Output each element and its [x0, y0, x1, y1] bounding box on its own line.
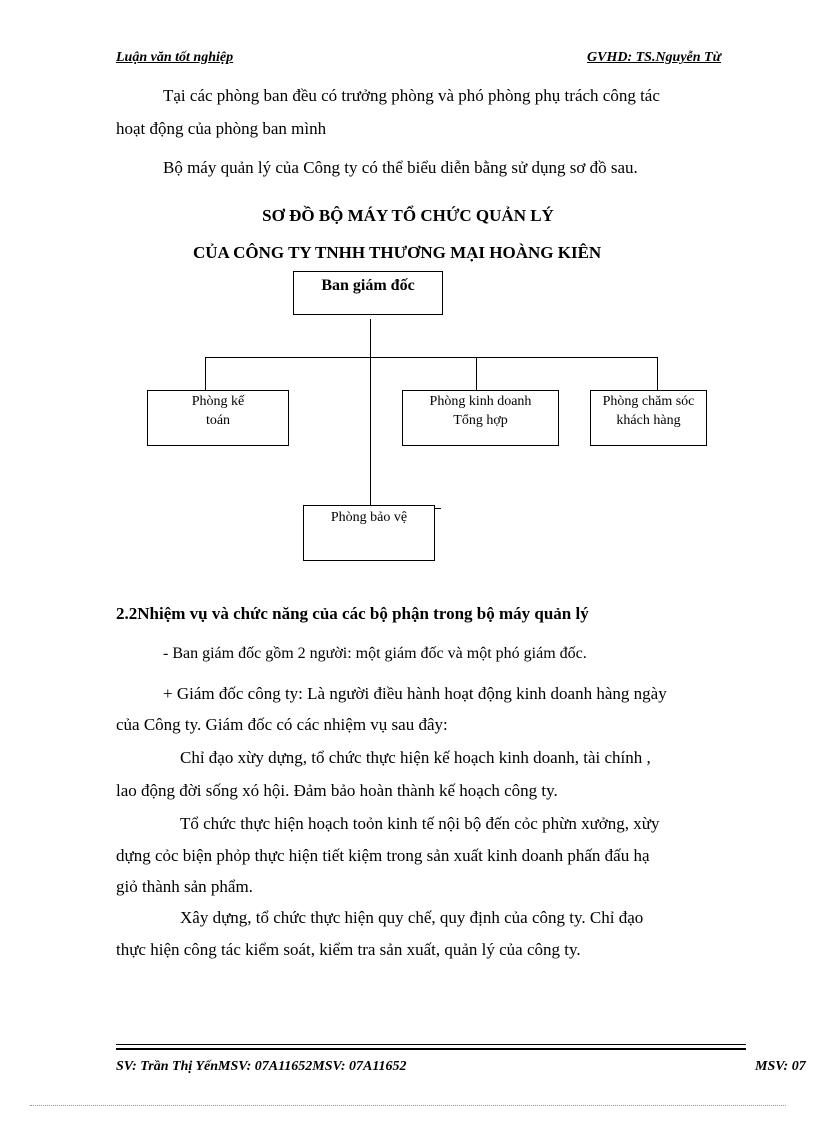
section-line-6: Tổ chức thực hiện hoạch toỏn kinh tế nội bộ đến cỏc phừn xưởng, xừy [180, 814, 660, 833]
intro-line-3: Bộ máy quản lý của Công ty có thể biểu diễn bằng sử dụng sơ đồ sau. [163, 158, 638, 177]
header-left: Luận văn tốt nghiệp [116, 50, 234, 65]
node-phong-kinh-doanh [402, 390, 559, 446]
intro-line-1: Tại các phòng ban đều có trưởng phòng và phó phòng phụ trách công tác [163, 86, 660, 105]
section-line-5: lao động đời sống xó hội. Đảm bảo hoàn thành kế hoạch công ty. [116, 781, 558, 800]
section-line-8: giỏ thành sản phẩm. [116, 877, 253, 896]
section-line-9: Xây dựng, tổ chức thực hiện quy chế, quy định của công ty. Chỉ đạo [180, 908, 644, 927]
header-right: GVHD: TS.Nguyễn Từ [587, 50, 721, 65]
page-edge-dotted [30, 1105, 786, 1106]
node-ke-toan-line-2: toán [205, 413, 231, 428]
footer-left: SV: Trần Thị YếnMSV: 07A11652MSV: 07A11652 [116, 1059, 407, 1074]
diagram-title-2: CỦA CÔNG TY TNHH THƯƠNG MẠI HOÀNG KIÊN [193, 243, 602, 262]
footer-rule-2 [116, 1048, 746, 1050]
diagram-title-1: SƠ ĐỒ BỘ MÁY TỔ CHỨC QUẢN LÝ [262, 206, 554, 225]
section-line-4: Chỉ đạo xừy dựng, tổ chức thực hiện kế hoạch kinh doanh, tài chính , [180, 748, 651, 767]
section-line-7: dựng cỏc biện phỏp thực hiện tiết kiệm trong sản xuất kinh doanh phấn đấu hạ [116, 846, 650, 865]
connector-horizontal [205, 357, 657, 358]
node-cham-soc-line-1: Phòng chăm sóc [602, 394, 695, 409]
node-phong-cham-soc [590, 390, 707, 446]
node-cham-soc-line-2: khách hàng [616, 413, 681, 428]
node-ke-toan-line-1: Phòng kế [191, 394, 245, 409]
connector-kinhdoanh [476, 357, 477, 390]
node-kinh-doanh-line-1: Phòng kinh doanh [429, 394, 532, 409]
node-ban-giam-doc: Ban giám đốc [293, 271, 443, 315]
section-heading: 2.2Nhiệm vụ và chức năng của các bộ phận trong bộ máy quản lý [116, 604, 589, 623]
footer-right: MSV: 07 [755, 1059, 806, 1074]
section-line-10: thực hiện công tác kiểm soát, kiểm tra sản xuất, quản lý của công ty. [116, 940, 581, 959]
section-line-2: + Giám đốc công ty: Là người điều hành hoạt động kinh doanh hàng ngày [163, 684, 667, 703]
section-line-3: của Công ty. Giám đốc có các nhiệm vụ sau đây: [116, 715, 448, 734]
bao-ve-tick [435, 508, 441, 509]
section-line-1: - Ban giám đốc gồm 2 người: một giám đốc và một phó giám đốc. [163, 645, 587, 662]
connector-ketoan [205, 357, 206, 390]
footer-rule-1 [116, 1044, 746, 1045]
connector-trunk [370, 319, 371, 505]
node-phong-ke-toan [147, 390, 289, 446]
connector-chamsoc [657, 357, 658, 390]
intro-line-2: hoạt động của phòng ban mình [116, 119, 327, 138]
node-kinh-doanh-line-2: Tổng hợp [453, 413, 508, 428]
node-phong-bao-ve: Phòng bảo vệ [303, 505, 435, 561]
